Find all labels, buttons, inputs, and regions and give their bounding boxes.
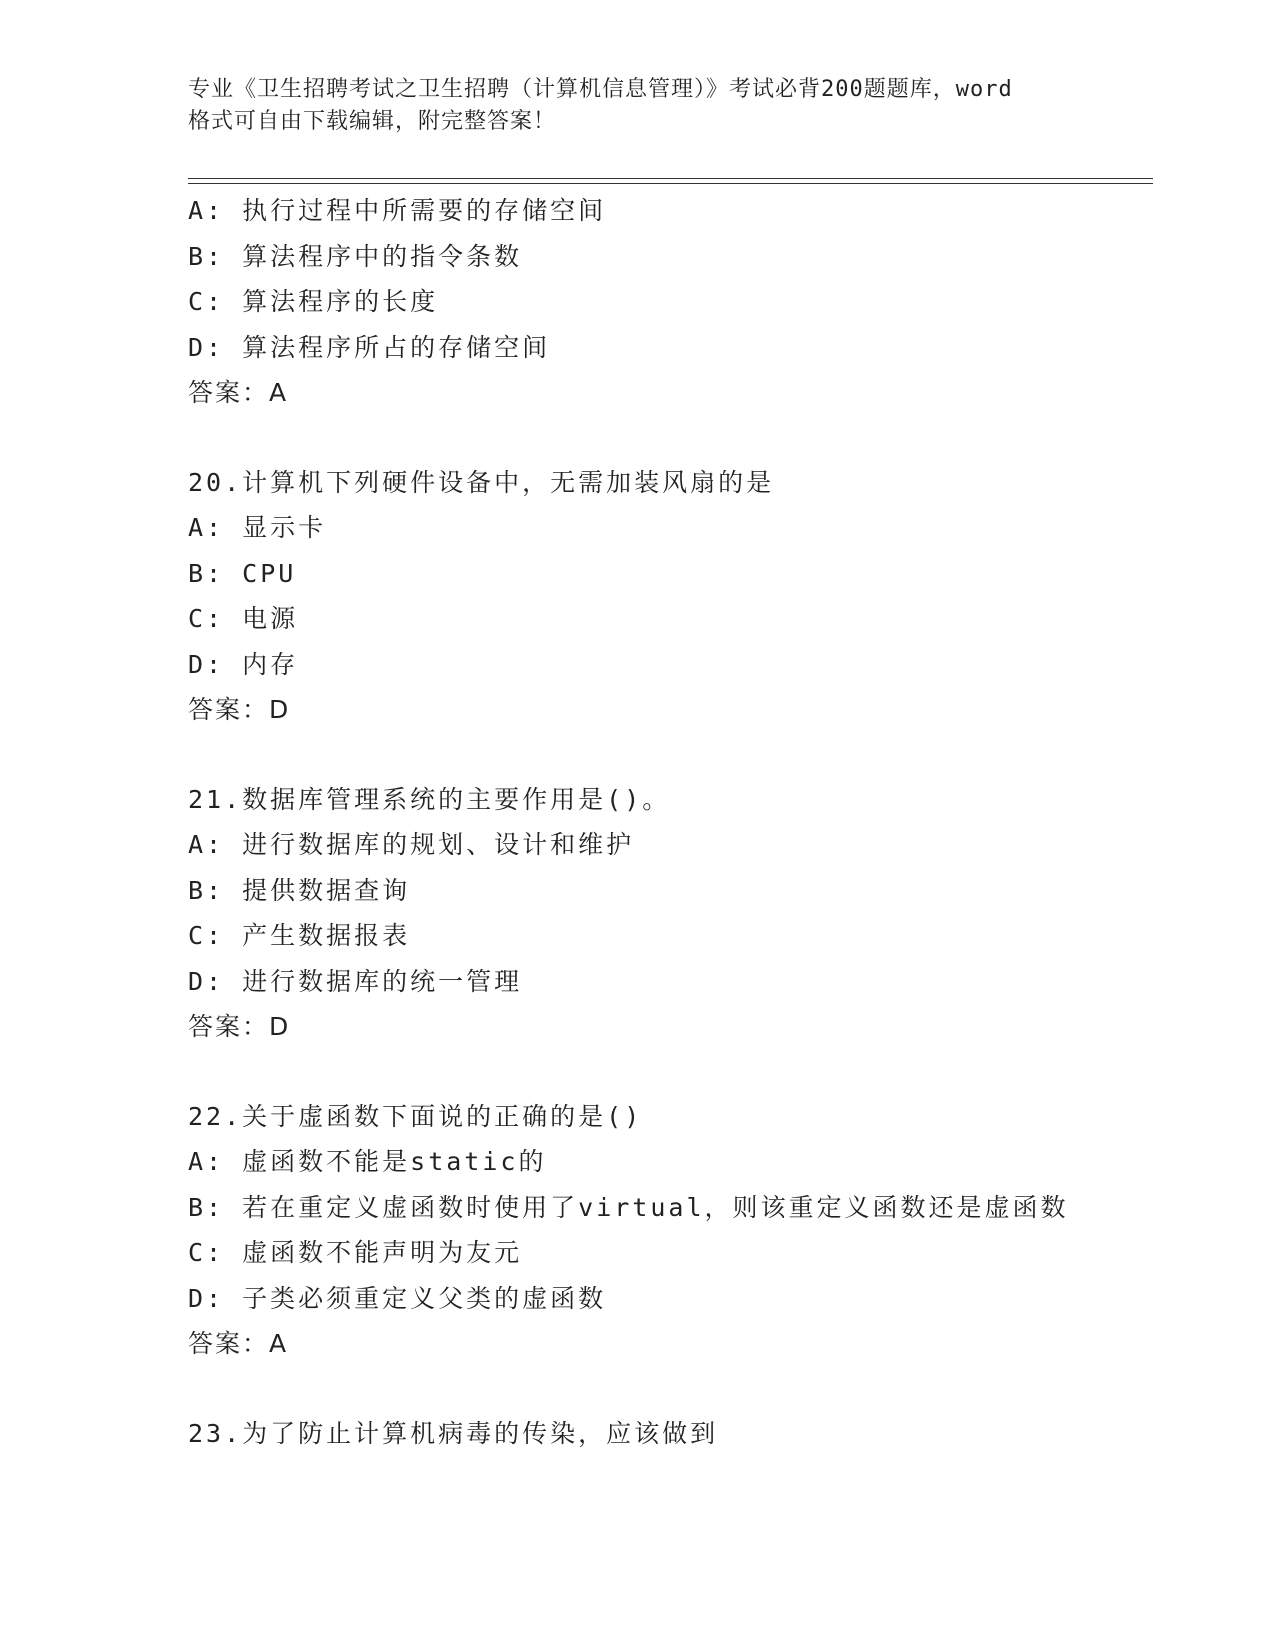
- question-stem: 20.计算机下列硬件设备中，无需加装风扇的是: [188, 467, 775, 497]
- answer-line: 答案：D: [188, 695, 291, 724]
- question-stem: 21.数据库管理系统的主要作用是()。: [188, 784, 671, 814]
- option-c: C: 算法程序的长度: [188, 287, 439, 316]
- header-line-1: 专业《卫生招聘考试之卫生招聘（计算机信息管理）》考试必背200题题库，word: [188, 77, 1013, 102]
- option-a: A: 进行数据库的规划、设计和维护: [188, 830, 635, 859]
- header-line-2: 格式可自由下载编辑，附完整答案！: [188, 109, 557, 134]
- answer-line: 答案：A: [188, 378, 289, 407]
- option-d: D: 进行数据库的统一管理: [188, 966, 523, 996]
- header-divider-bottom: [188, 183, 1153, 184]
- option-d: D: 算法程序所占的存储空间: [188, 332, 551, 362]
- document-header: [188, 74, 1088, 138]
- option-d: D: 内存: [188, 649, 299, 679]
- option-d: D: 子类必须重定义父类的虚函数: [188, 1283, 607, 1313]
- option-c: C: 电源: [188, 604, 299, 633]
- option-b: B: 提供数据查询: [188, 875, 411, 905]
- option-c: C: 虚函数不能声明为友元: [188, 1238, 523, 1267]
- option-b: B: 若在重定义虚函数时使用了virtual，则该重定义函数还是虚函数: [188, 1192, 1069, 1222]
- question-stem: 23.为了防止计算机病毒的传染，应该做到: [188, 1418, 719, 1448]
- header-divider-top: [188, 178, 1153, 179]
- question-19-continued: [188, 188, 1148, 416]
- question-stem: 22.关于虚函数下面说的正确的是(): [188, 1101, 643, 1131]
- question-23: [188, 1411, 1148, 1457]
- question-20: [188, 460, 1148, 733]
- question-list: [188, 188, 1148, 1456]
- option-b: B: 算法程序中的指令条数: [188, 241, 523, 271]
- answer-line: 答案：A: [188, 1329, 289, 1358]
- option-a: A: 虚函数不能是static的: [188, 1147, 547, 1176]
- question-21: [188, 777, 1148, 1050]
- option-a: A: 执行过程中所需要的存储空间: [188, 196, 607, 225]
- option-c: C: 产生数据报表: [188, 921, 411, 950]
- question-22: [188, 1094, 1148, 1367]
- option-b: B: CPU: [188, 558, 297, 588]
- answer-line: 答案：D: [188, 1012, 291, 1041]
- option-a: A: 显示卡: [188, 513, 327, 542]
